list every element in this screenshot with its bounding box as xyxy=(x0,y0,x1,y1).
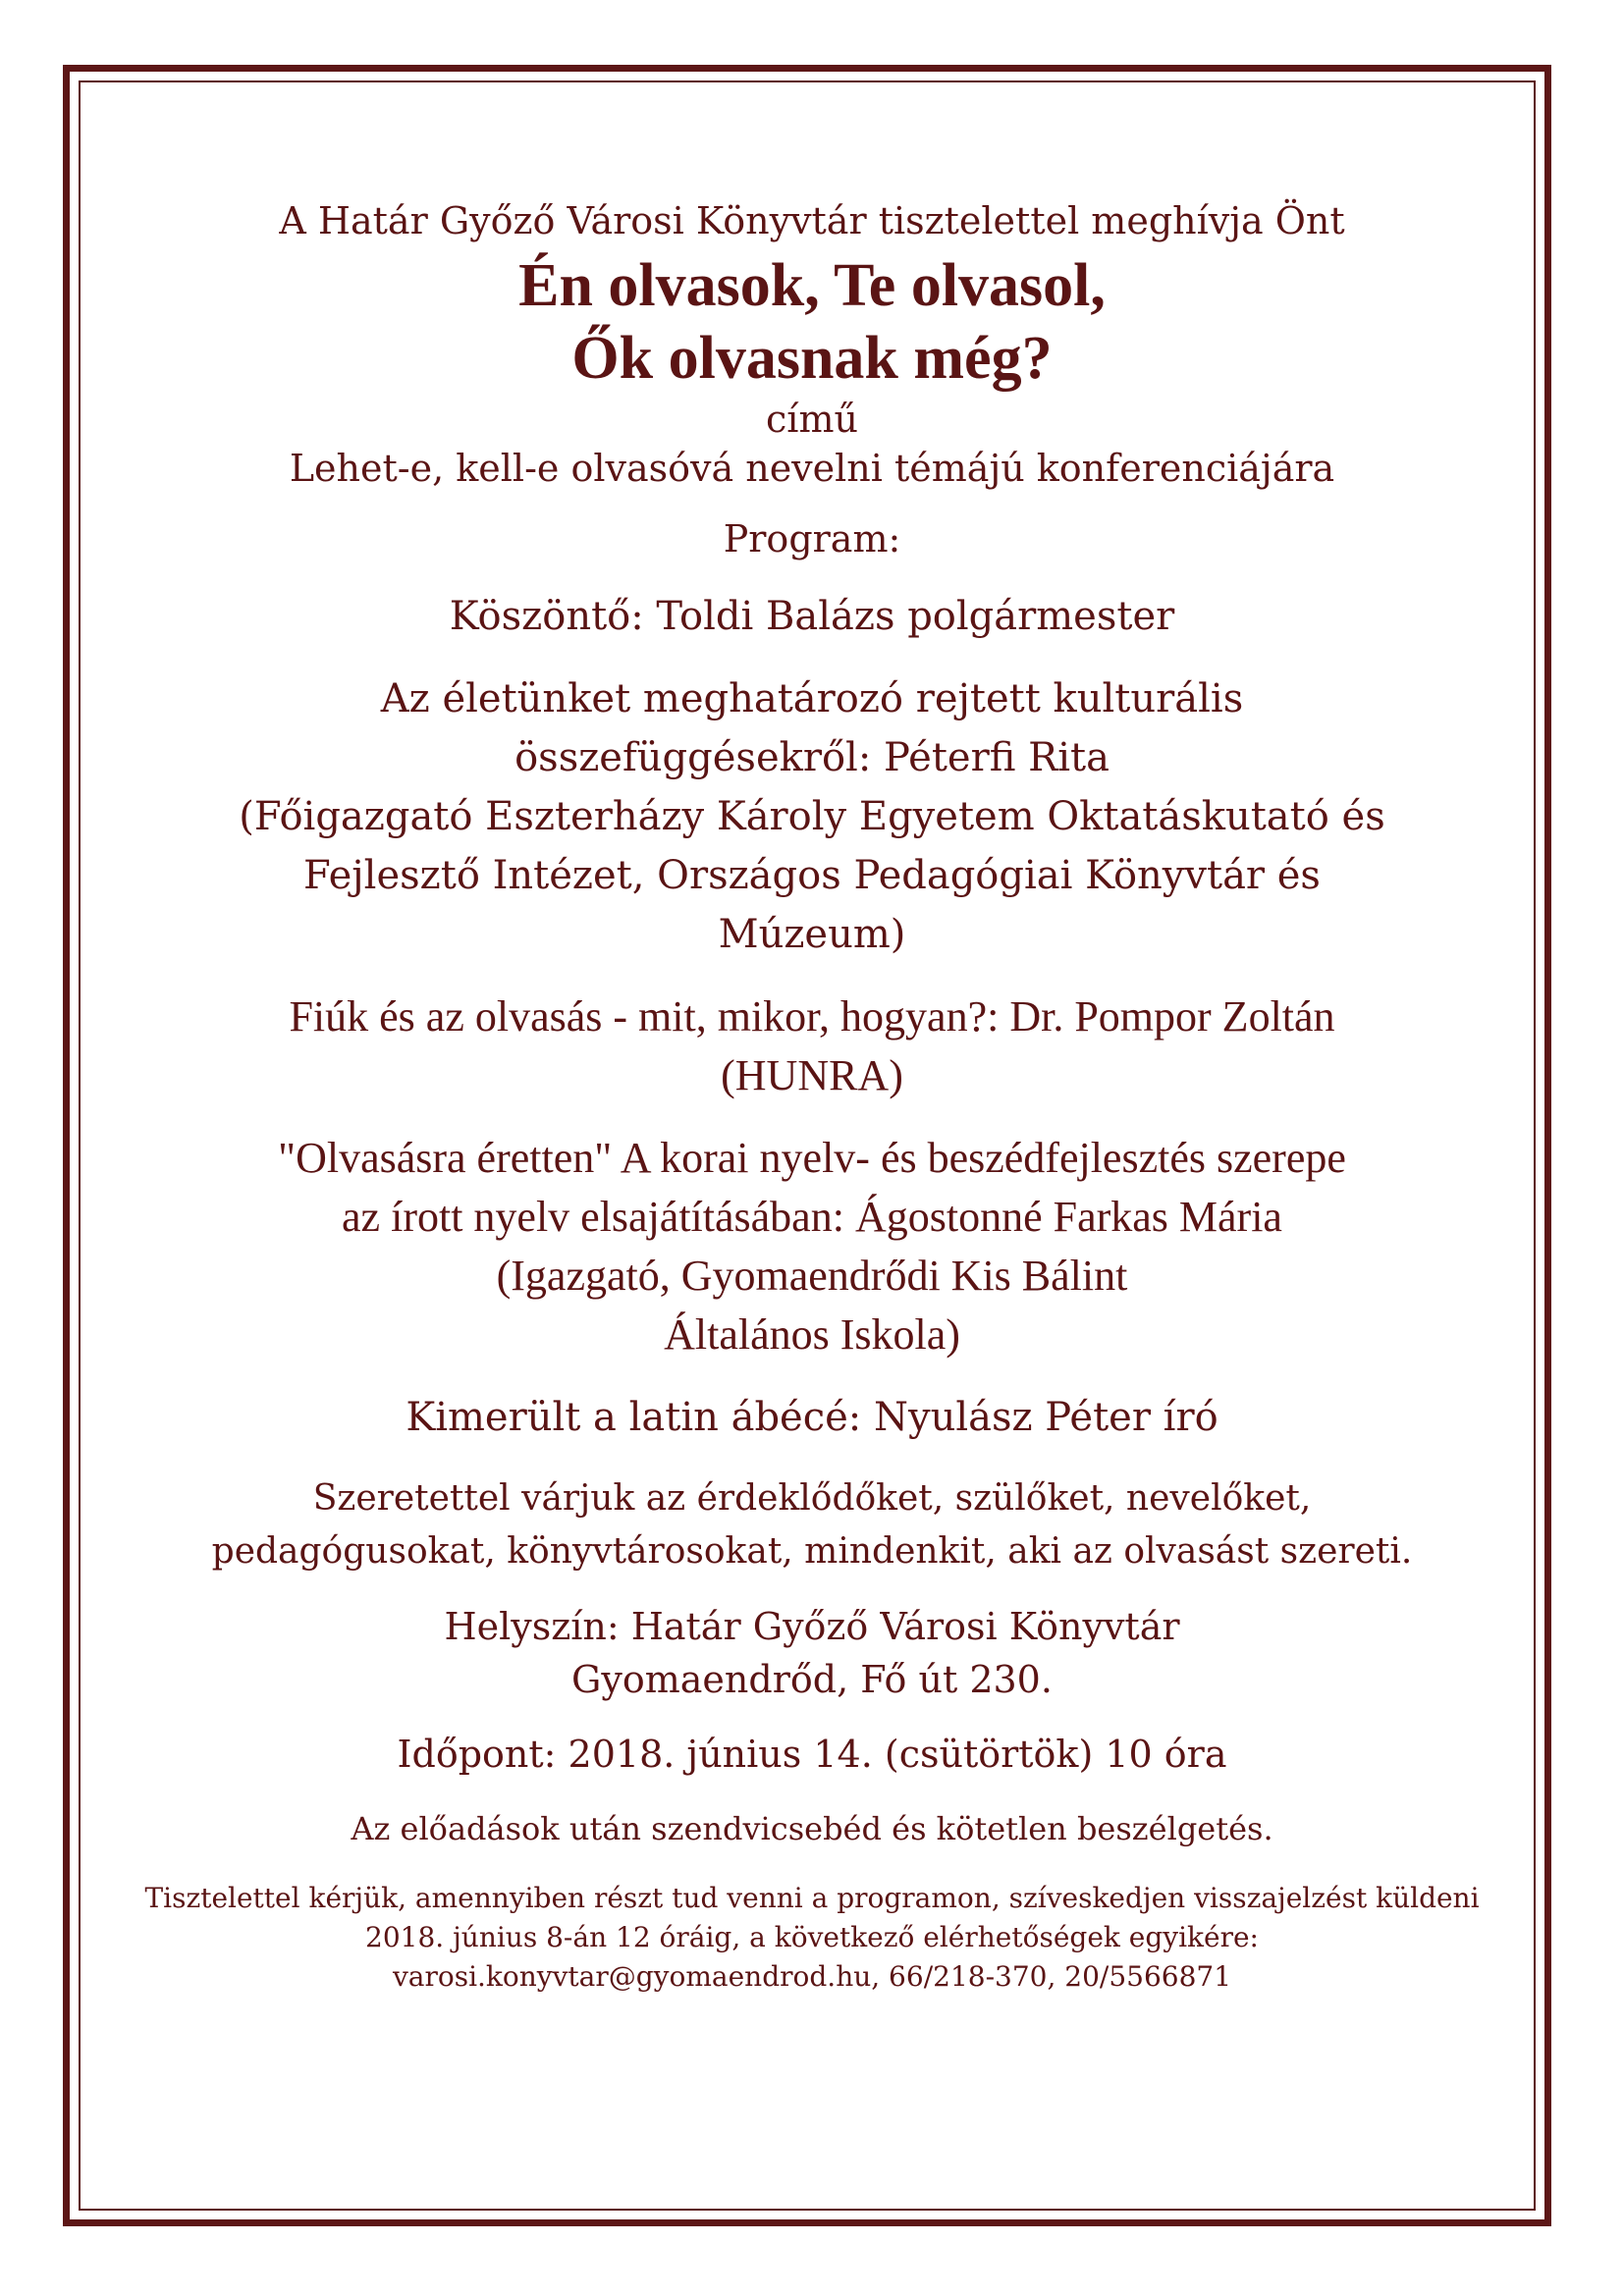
after-program-note: Az előadások után szendvicsebéd és kötetlen beszélgetés. xyxy=(351,1810,1273,1847)
program-talk-2 xyxy=(108,988,1516,1105)
event-title-line-2: Ők olvasnak még? xyxy=(571,325,1053,392)
venue xyxy=(108,1600,1516,1706)
talk-1-line: (Főigazgató Eszterházy Károly Egyetem Oktatáskutató és xyxy=(239,794,1385,839)
welcome-all-line: pedagógusokat, könyvtárosokat, mindenkit, aki az olvasást szereti. xyxy=(211,1531,1413,1572)
talk-3-line: (Igazgató, Gyomaendrődi Kis Bálint xyxy=(496,1252,1128,1300)
venue-line: Helyszín: Határ Győző Városi Könyvtár xyxy=(444,1605,1180,1648)
talk-3-line: Általános Iskola) xyxy=(664,1310,960,1359)
talk-3-line: az írott nyelv elsajátításában: Ágostonné Farkas Mária xyxy=(342,1193,1282,1241)
program-talk-4: Kimerült a latin ábécé: Nyulász Péter író xyxy=(406,1395,1218,1440)
rsvp-contact[interactable]: varosi.konyvtar@gyomaendrod.hu, 66/218-370, 20/5566871 xyxy=(392,1960,1232,1993)
rsvp-line: 2018. június 8-án 12 óráig, a következő elérhetőségek egyikére: xyxy=(365,1921,1259,1953)
talk-2-line: Fiúk és az olvasás - mit, mikor, hogyan?: Dr. Pompor Zoltán xyxy=(289,992,1335,1041)
rsvp-line: Tisztelettel kérjük, amennyiben részt tud venni a programon, szíveskedjen visszajelzést küldeni xyxy=(144,1882,1480,1914)
talk-1-line: összefüggésekről: Péterfi Rita xyxy=(514,735,1110,780)
program-welcome: Köszöntő: Toldi Balázs polgármester xyxy=(449,594,1175,639)
talk-2-line: (HUNRA) xyxy=(721,1051,903,1099)
subtitle: Lehet-e, kell-e olvasóvá nevelni témájú konferenciájára xyxy=(289,447,1335,490)
rsvp-text xyxy=(108,1879,1516,1997)
talk-1-line: Az életünket meghatározó rejtett kulturális xyxy=(380,676,1244,721)
welcome-all-line: Szeretettel várjuk az érdeklődőket, szülőket, nevelőket, xyxy=(312,1478,1312,1519)
intro-text: A Határ Győző Városi Könyvtár tisztelettel meghívja Önt xyxy=(279,199,1345,242)
cimu-text: című xyxy=(766,398,858,441)
venue-line: Gyomaendrőd, Fő út 230. xyxy=(571,1658,1053,1701)
program-talk-3 xyxy=(108,1129,1516,1364)
event-title-line-1: Én olvasok, Te olvasol, xyxy=(518,252,1106,319)
welcome-all-text xyxy=(108,1472,1516,1578)
event-time: Időpont: 2018. június 14. (csütörtök) 10 óra xyxy=(397,1733,1227,1776)
program-talk-1 xyxy=(108,669,1516,964)
talk-3-line: "Olvasásra éretten" A korai nyelv- és beszédfejlesztés szerepe xyxy=(278,1134,1346,1182)
talk-1-line: Múzeum) xyxy=(718,912,906,957)
program-label: Program: xyxy=(723,517,901,561)
invitation-content xyxy=(108,196,1516,1997)
talk-1-line: Fejlesztő Intézet, Országos Pedagógiai Könyvtár és xyxy=(303,853,1321,898)
